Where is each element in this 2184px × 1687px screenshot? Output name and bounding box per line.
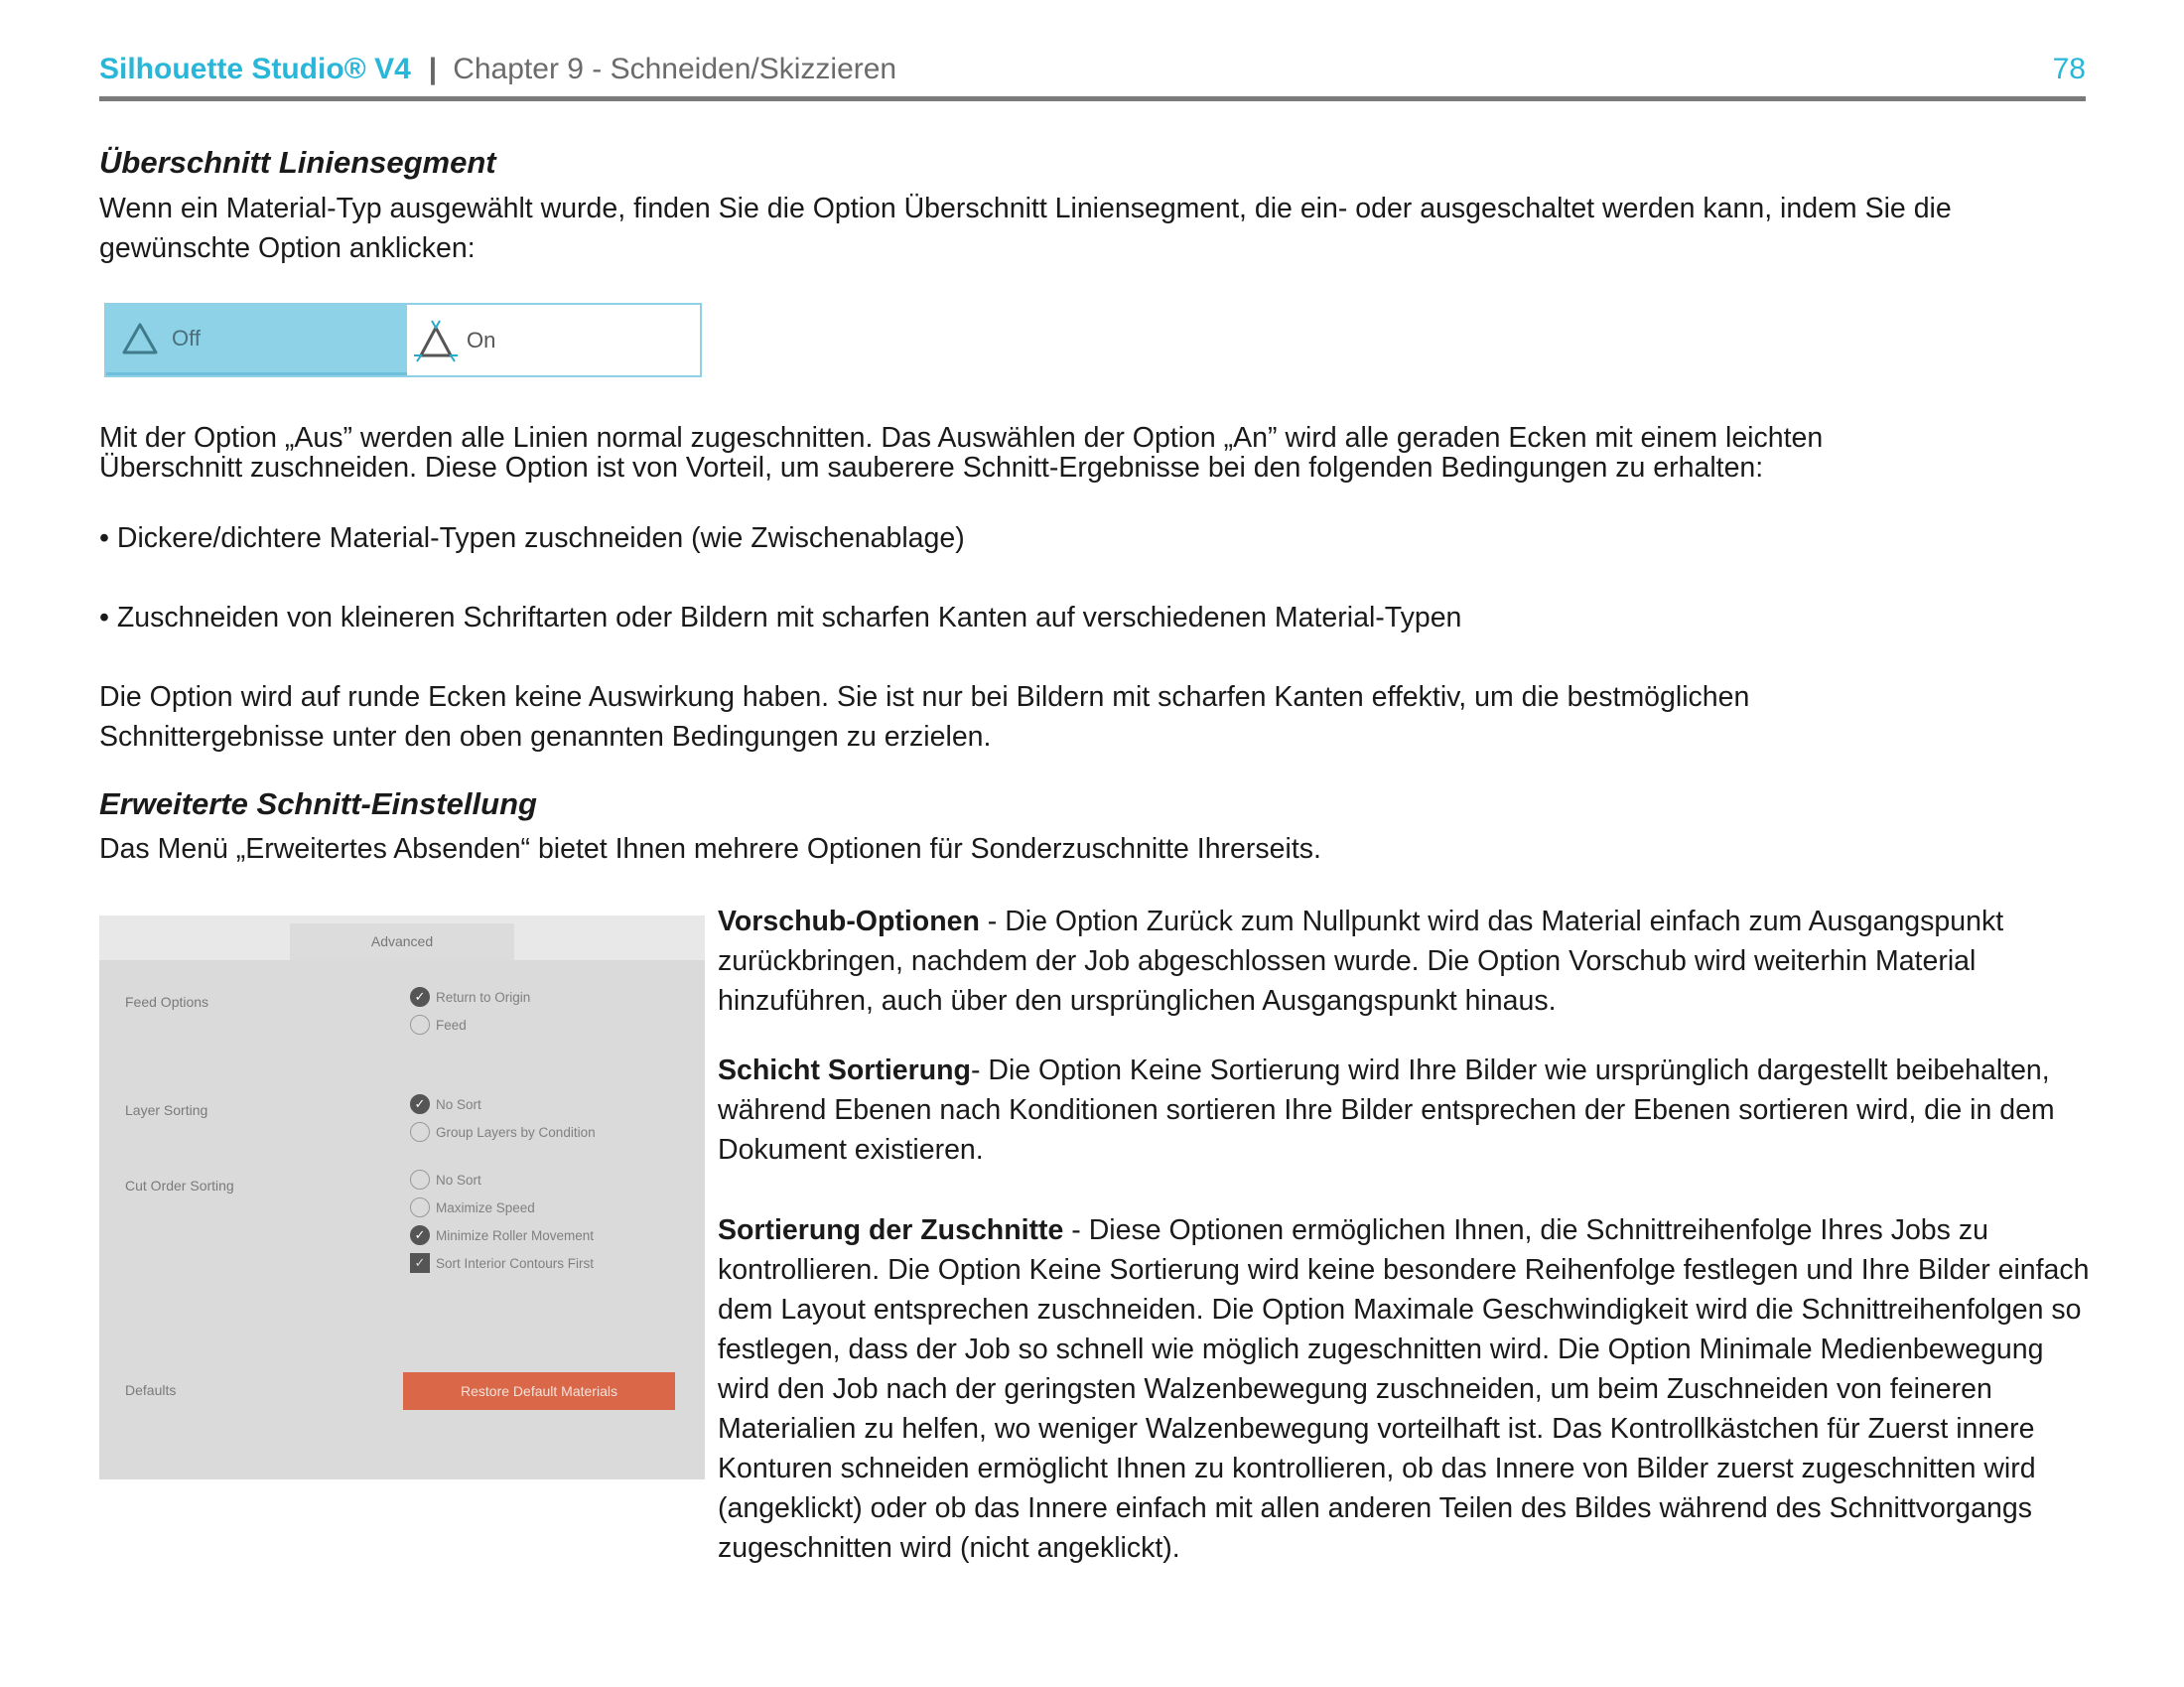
radio-checked-icon: ✓ <box>410 1094 430 1114</box>
radio-empty-icon <box>410 1122 430 1142</box>
section-heading-overcut: Überschnitt Liniensegment <box>99 145 496 180</box>
cut-order-text: - Diese Optionen ermöglichen Ihnen, die Schnittreihenfolge Ihres Jobs zu kontrollieren. Die Option Keine Sortierung wird keine besondere Reihenfolge festlegen und Ihre Bilder einfach dem Layout entsprechen zuschneiden. Die Option Maximale Geschwindigkeit wird die Schnittreihenfolgen so festlegen, dass der Job so schnell wie möglich zugeschnitten wird. Die Option Minimale Medienbewegung wird den Job nach der geringsten Walzenbewegung zuschneiden, um beim Zuschneiden von feineren Materialien zu helfen, wo weniger Walzenbewegung vorteilhaft ist. Das Kontrollkästchen für Zuerst innere Konturen schneiden ermöglicht Ihnen zu kontrollieren, ob das Innere von Bilder zuerst zugeschnitten wird (angeklickt) oder ob das Innere einfach mit allen anderen Teilen des Bildes während des Schnittvorgangs zugeschnitten wird (nicht angeklickt). <box>718 1214 2090 1564</box>
option-label: Feed <box>436 1017 467 1033</box>
radio-maximize-speed[interactable] <box>410 1197 535 1217</box>
overcut-para1-line1: Mit der Option „Aus” werden alle Linien normal zugeschnitten. Das Auswählen der Option „An” wird alle geraden Ecken mit einem leichten <box>99 422 1824 454</box>
feed-options-text: - Die Option Zurück zum Nullpunkt wird das Material einfach zum Ausgangspunkt zurückbringen, nachdem der Job abgeschlossen wurde. Die Option Vorschub wird weiterhin Material hinzuführen, auch über den ursprünglichen Ausgangspunkt hinaus. <box>718 906 2004 1017</box>
feed-options-description <box>718 902 2098 1021</box>
option-label: Maximize Speed <box>436 1199 535 1215</box>
advanced-settings-screenshot <box>99 915 705 1479</box>
radio-layer-no-sort[interactable] <box>410 1094 481 1114</box>
bullet-item: • Zuschneiden von kleineren Schriftarten oder Bildern mit scharfen Kanten auf verschiedenen Material-Typen <box>99 602 1462 633</box>
tab-advanced[interactable]: Advanced <box>290 923 514 960</box>
radio-cut-no-sort[interactable] <box>410 1170 481 1190</box>
feed-options-label: Feed Options <box>125 994 209 1010</box>
radio-checked-icon: ✓ <box>410 1225 430 1245</box>
option-label: No Sort <box>436 1096 481 1112</box>
bullet-item: • Dickere/dichtere Material-Typen zuschneiden (wie Zwischenablage) <box>99 522 965 554</box>
defaults-label: Defaults <box>125 1382 177 1398</box>
chapter-title: Chapter 9 - Schneiden/Skizzieren <box>453 53 897 85</box>
radio-empty-icon <box>410 1170 430 1190</box>
option-label: Sort Interior Contours First <box>436 1255 595 1271</box>
radio-empty-icon <box>410 1015 430 1035</box>
brand-title: Silhouette Studio® V4 <box>99 53 411 85</box>
triangle-overcut-icon <box>411 318 461 363</box>
restore-defaults-button[interactable]: Restore Default Materials <box>403 1372 675 1410</box>
cut-order-label: Cut Order Sorting <box>125 1178 234 1194</box>
overcut-para1-line2: Überschnitt zuschneiden. Diese Option ist von Vorteil, um sauberere Schnitt-Ergebnisse bei den folgenden Bedingungen zu erhalten: <box>99 452 1764 484</box>
option-label: Minimize Roller Movement <box>436 1227 595 1243</box>
overcut-para2-line1: Die Option wird auf runde Ecken keine Auswirkung haben. Sie ist nur bei Bildern mit scharfen Kanten effektiv, um die bestmöglichen <box>99 681 1750 713</box>
overcut-off-option[interactable] <box>106 305 407 375</box>
overcut-off-label: Off <box>172 326 201 351</box>
radio-group-layers[interactable] <box>410 1122 596 1142</box>
checkbox-sort-interior[interactable] <box>410 1253 594 1273</box>
page-header <box>99 50 896 89</box>
layer-sorting-label: Layer Sorting <box>125 1102 208 1118</box>
overcut-on-option[interactable] <box>407 305 700 375</box>
checkbox-checked-icon: ✓ <box>410 1253 430 1273</box>
advanced-intro: Das Menü „Erweitertes Absenden“ bietet Ihnen mehrere Optionen für Sonderzuschnitte Ihrerseits. <box>99 833 1321 865</box>
overcut-intro-line2: gewünschte Option anklicken: <box>99 232 476 264</box>
section-heading-advanced: Erweiterte Schnitt-Einstellung <box>99 786 537 821</box>
radio-empty-icon <box>410 1197 430 1217</box>
option-label: Return to Origin <box>436 989 531 1005</box>
overcut-on-label: On <box>467 327 496 352</box>
radio-return-to-origin[interactable] <box>410 987 530 1007</box>
layer-sorting-title: Schicht Sortierung <box>718 1054 971 1086</box>
option-label: No Sort <box>436 1172 481 1188</box>
overcut-para2-line2: Schnittergebnisse unter den oben genannten Bedingungen zu erzielen. <box>99 721 992 753</box>
overcut-intro-line1: Wenn ein Material-Typ ausgewählt wurde, finden Sie die Option Überschnitt Liniensegment, die ein- oder ausgeschaltet werden kann, indem Sie die <box>99 193 1952 224</box>
triangle-icon <box>120 321 160 356</box>
layer-sorting-text: - Die Option Keine Sortierung wird Ihre Bilder wie ursprünglich dargestellt beibehalten, während Ebenen nach Konditionen sortieren Ihre Bilder entsprechen der Ebenen sortieren wird, die in dem Dokument existieren. <box>718 1054 2055 1166</box>
page-number: 78 <box>2052 53 2086 85</box>
option-label: Group Layers by Condition <box>436 1124 596 1140</box>
layer-sorting-description <box>718 1051 2098 1170</box>
cut-order-description <box>718 1210 2098 1568</box>
header-divider <box>99 96 2086 101</box>
feed-options-title: Vorschub-Optionen <box>718 906 980 937</box>
radio-minimize-roller[interactable] <box>410 1225 594 1245</box>
radio-checked-icon: ✓ <box>410 987 430 1007</box>
overcut-toggle <box>104 303 702 377</box>
header-separator: | <box>428 53 438 85</box>
radio-feed[interactable] <box>410 1015 467 1035</box>
cut-order-title: Sortierung der Zuschnitte <box>718 1214 1064 1246</box>
